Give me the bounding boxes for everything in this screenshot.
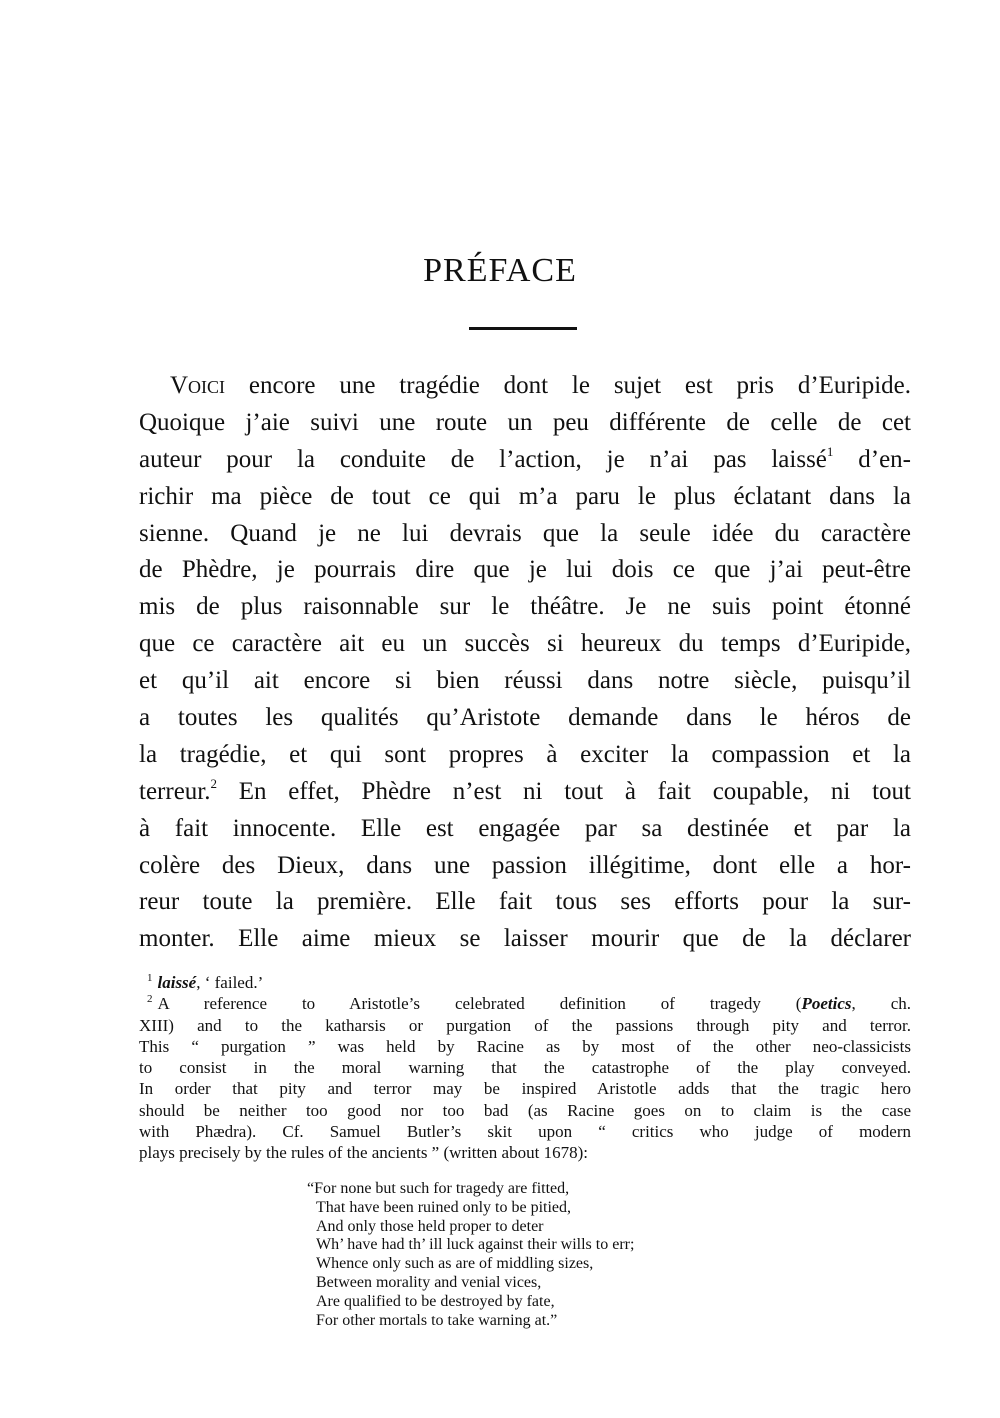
footnote-2-line: This “ purgation ” was held by Racine as by most of the other neo-classicists xyxy=(139,1036,911,1056)
footnote-text: , ch. xyxy=(851,994,911,1014)
quoted-verse xyxy=(307,1180,807,1330)
verse-line: Wh’ have had th’ ill luck against their wills to err; xyxy=(316,1236,635,1254)
verse-line: Between morality and venial vices, xyxy=(316,1273,542,1291)
footnote-2-line: XIII) and to the katharsis or purgation of the passions through pity and terror. xyxy=(139,1015,911,1035)
footnote-text: A reference to Aristotle’s celebrated definition of tragedy ( xyxy=(157,994,802,1014)
page-title: PRÉFACE xyxy=(423,252,577,289)
body-line: richir ma pièce de tout ce qui m’a paru le plus éclatant dans la xyxy=(139,482,911,510)
verse-line: Are qualified to be destroyed by fate, xyxy=(316,1292,555,1310)
body-line: sienne. Quand je ne lui devrais que la seule idée du caractère xyxy=(139,519,911,547)
footnote-2-line xyxy=(139,993,911,1014)
body-line: monter. Elle aime mieux se laisser mourir que de la déclarer xyxy=(139,925,911,953)
footnote-1 xyxy=(139,972,911,993)
body-line-text: terreur. xyxy=(139,777,211,805)
verse-line: And only those held proper to deter xyxy=(316,1217,544,1235)
body-line: mis de plus raisonnable sur le théâtre. Je ne suis point étonné xyxy=(139,593,911,621)
footnote-2-line: with Phædra). Cf. Samuel Butler’s skit upon “ critics who judge of modern xyxy=(139,1122,911,1142)
body-line: la tragédie, et qui sont propres à exciter la compassion et la xyxy=(139,740,911,768)
verse-line: For other mortals to take warning at.” xyxy=(316,1311,558,1329)
body-line: à fait innocente. Elle est engagée par sa destinée et par la xyxy=(139,814,911,842)
body-line: de Phèdre, je pourrais dire que je lui dois ce que j’ai peut-être xyxy=(139,556,911,584)
footnote-2-line: In order that pity and terror may be inspired Aristotle adds that the tragic hero xyxy=(139,1079,911,1099)
verse-line: “For none but such for tragedy are fitted, xyxy=(307,1180,570,1197)
body-line: et qu’il ait encore si bien réussi dans notre siècle, puisqu’il xyxy=(139,667,911,695)
footnotes xyxy=(139,972,911,1164)
body-line xyxy=(139,442,911,479)
body-line-text: En effet, Phèdre n’est ni tout à fait coupable, ni tout xyxy=(216,777,911,805)
verse-line: That have been ruined only to be pitied, xyxy=(316,1198,572,1216)
body-line-text: d’en- xyxy=(833,445,911,473)
body-line xyxy=(139,368,911,405)
footnote-text: , ‘ failed.’ xyxy=(196,973,264,992)
footnote-number: 2 xyxy=(147,993,153,1006)
footnote-2-line: should be neither too good nor too bad (as Racine goes on to claim is the case xyxy=(139,1100,911,1120)
footnote-ref: 2 xyxy=(210,775,217,791)
body-line: reur toute la première. Elle fait tous ses efforts pour la sur- xyxy=(139,888,911,916)
footnote-term: laissé xyxy=(157,973,197,992)
preface-body xyxy=(139,368,911,958)
title-divider xyxy=(469,327,577,330)
footnote-ref: 1 xyxy=(826,443,834,459)
body-line-text: auteur pour la conduite de l’action, je n’ai pas laissé xyxy=(139,445,827,473)
body-line: colère des Dieux, dans une passion illégitime, dont elle a hor- xyxy=(139,851,911,879)
body-line xyxy=(139,774,911,811)
footnote-number: 1 xyxy=(147,972,153,984)
footnote-work-title: Poetics xyxy=(801,994,852,1014)
body-line: Quoique j’aie suivi une route un peu différente de celle de cet xyxy=(139,408,911,436)
footnote-2-line: plays precisely by the rules of the ancients ” (written about 1678): xyxy=(139,1143,588,1163)
footnote-2-line: to consist in the moral warning that the catastrophe of the play conveyed. xyxy=(139,1058,911,1078)
body-line: a toutes les qualités qu’Aristote demande dans le héros de xyxy=(139,704,911,732)
body-line-text: encore une tragédie dont le sujet est pris d’Euripide. xyxy=(225,372,911,399)
verse-line: Whence only such as are of middling sizes, xyxy=(316,1255,594,1273)
body-line: que ce caractère ait eu un succès si heureux du temps d’Euripide, xyxy=(139,630,911,658)
opening-word: Voici xyxy=(170,372,226,399)
